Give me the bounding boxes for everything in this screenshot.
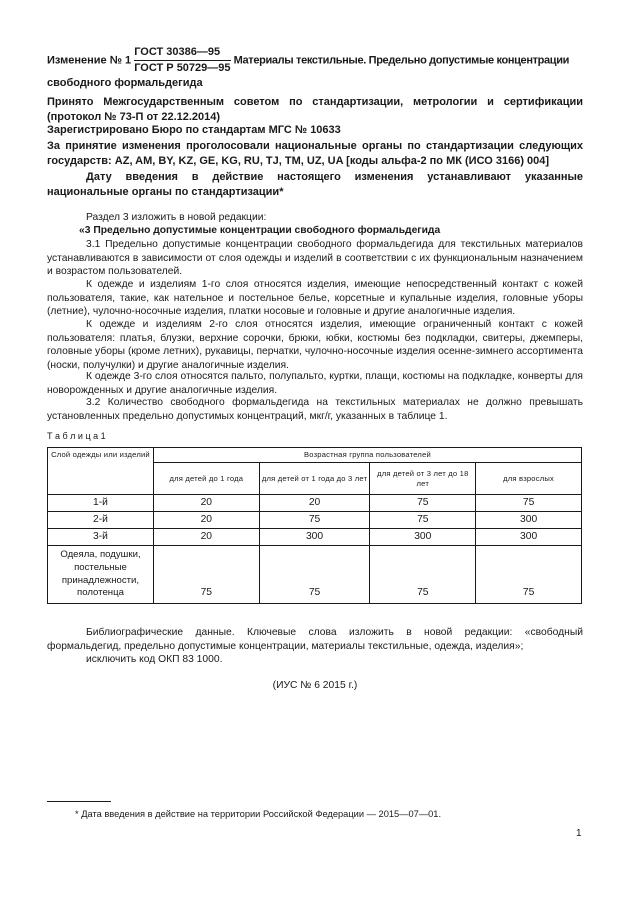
adopted-statement: Принято Межгосударственным советом по стандартизации, метрологии и сертификации (протокол № 73-П от 22.12.2014) bbox=[47, 96, 583, 123]
row-label: Одеяла, подушки, постельные принадлежности, полотенца bbox=[48, 546, 154, 604]
table-cell: 300 bbox=[476, 512, 582, 529]
amendment-title-line2: свободного формальдегида bbox=[47, 77, 203, 89]
amendment-header bbox=[47, 46, 592, 75]
table-cell: 75 bbox=[476, 546, 582, 604]
table-cell: 300 bbox=[370, 529, 476, 546]
footnote: * Дата введения в действие на территории Российской Федерации — 2015—07—01. bbox=[75, 809, 442, 819]
table-header-age-1-3: для детей от 1 года до 3 лет bbox=[259, 463, 370, 495]
table-header-age-0-1: для детей до 1 года bbox=[153, 463, 259, 495]
standard-designations bbox=[134, 46, 230, 75]
table-cell: 75 bbox=[476, 495, 582, 512]
table-row bbox=[48, 512, 582, 529]
table-cell: 75 bbox=[370, 512, 476, 529]
table-cell: 300 bbox=[259, 529, 370, 546]
layer-3-paragraph: К одежде 3-го слоя относятся пальто, полупальто, куртки, плащи, костюмы на подкладке, конверты для новорожденных и другие аналогичные изделия. bbox=[47, 371, 583, 396]
table-cell: 75 bbox=[153, 546, 259, 604]
table-cell: 75 bbox=[259, 546, 370, 604]
section-heading: «3 Предельно допустимые концентрации свободного формальдегида bbox=[79, 225, 441, 236]
standard-top: ГОСТ 30386—95 bbox=[134, 46, 230, 61]
row-label: 3-й bbox=[48, 529, 154, 546]
table-cell: 20 bbox=[259, 495, 370, 512]
ius-reference: (ИУС № 6 2015 г.) bbox=[272, 680, 358, 691]
table-header-adults: для взрослых bbox=[476, 463, 582, 495]
table-cell: 75 bbox=[370, 495, 476, 512]
table-row bbox=[48, 546, 582, 604]
amendment-title-line1: Материалы текстильные. Предельно допустимые концентрации bbox=[233, 54, 570, 67]
table-cell: 20 bbox=[153, 529, 259, 546]
layer-1-paragraph: К одежде и изделиям 1-го слоя относятся изделия, имеющие непосредственный контакт с кожей пользователя, такие, как нательное и постельное белье, корсетные и купальные изделия, головные уборы (летние), чулочно-носочные изделия, платки носовые и головные и другие аналогичные изделия. bbox=[47, 279, 583, 318]
row-label: 2-й bbox=[48, 512, 154, 529]
effective-statement: Дату введения в действие настоящего изменения устанавливают указанные национальные органы по стандартизации* bbox=[47, 171, 583, 198]
section-intro: Раздел 3 изложить в новой редакции: bbox=[86, 212, 267, 223]
voted-statement: За принятие изменения проголосовали национальные органы по стандартизации следующих государств: AZ, AM, BY, KZ, GE, KG, RU, TJ, TM, UZ, UA [коды альфа-2 по МК (ИСО 3166) 004] bbox=[47, 140, 583, 167]
table-header-age-3-18: для детей от 3 лет до 18 лет bbox=[370, 463, 476, 495]
footnote-rule bbox=[47, 801, 111, 802]
table-cell: 75 bbox=[259, 512, 370, 529]
table-caption: Т а б л и ц а 1 bbox=[47, 431, 106, 441]
biblio-keywords: Библиографические данные. Ключевые слова изложить в новой редакции: «свободный формальдегид, предельно допустимые концентрации, материалы текстильные, одежда, изделия»; bbox=[47, 627, 583, 652]
clause-3-1: 3.1 Предельно допустимые концентрации свободного формальдегида для текстильных материалов устанавливаются в зависимости от слоя одежды и изделий в соответствии с их функциональным назначением и возрастом пользователей. bbox=[47, 239, 583, 278]
table-header-layer: Слой одежды или изделий bbox=[48, 448, 154, 495]
table-cell: 75 bbox=[370, 546, 476, 604]
biblio-okp: исключить код ОКП 83 1000. bbox=[86, 654, 223, 665]
layer-2-paragraph: К одежде и изделиям 2-го слоя относятся изделия, имеющие ограниченный контакт с кожей пользователя: платья, блузки, верхние сорочки, брюки, юбки, костюмы без подкладки, свитеры, джемперы, головные уборы (кроме летних), рукавицы, перчатки, чулочно-носочные изделия осенне-зимнего ассортимента (носки, получулки) и другие аналогичные изделия. bbox=[47, 319, 583, 371]
standard-bottom: ГОСТ Р 50729—95 bbox=[134, 62, 231, 74]
table-header-age-group: Возрастная группа пользователей bbox=[153, 448, 581, 463]
page-number: 1 bbox=[576, 828, 582, 839]
clause-3-2: 3.2 Количество свободного формальдегида на текстильных материалах не должно превышать установленных предельно допустимых концентраций, мкг/г, указанных в таблице 1. bbox=[47, 397, 583, 422]
table-cell: 20 bbox=[153, 495, 259, 512]
table-row bbox=[48, 495, 582, 512]
concentration-table bbox=[47, 447, 582, 604]
table-cell: 20 bbox=[153, 512, 259, 529]
table-cell: 300 bbox=[476, 529, 582, 546]
registered-statement: Зарегистрировано Бюро по стандартам МГС № 10633 bbox=[47, 124, 341, 136]
table-row bbox=[48, 529, 582, 546]
amendment-prefix: Изменение № 1 bbox=[47, 54, 132, 67]
row-label: 1-й bbox=[48, 495, 154, 512]
